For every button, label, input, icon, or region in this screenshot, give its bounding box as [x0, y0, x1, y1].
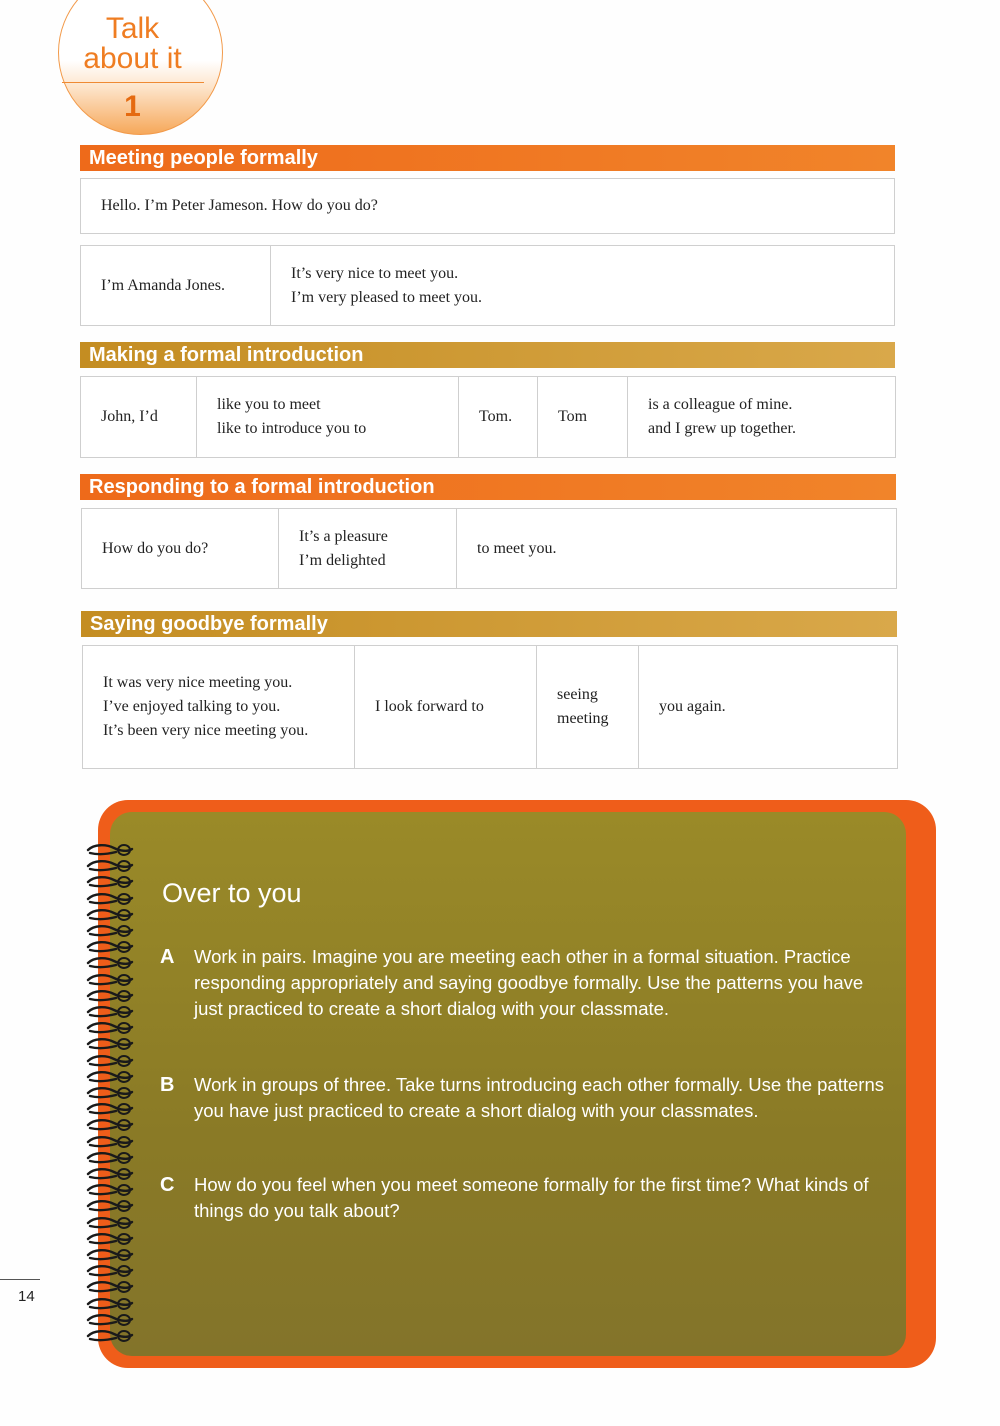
task-a	[160, 944, 880, 1054]
task-letter: B	[160, 1074, 175, 1096]
intro-col-speaker: John, I’d	[101, 408, 158, 425]
spiral-ring-icon	[84, 1182, 136, 1198]
respond-col-greeting: How do you do?	[102, 539, 209, 557]
spiral-ring-icon	[84, 1020, 136, 1036]
meeting-table-row2	[80, 245, 895, 326]
meeting-greeting: Hello. I’m Peter Jameson. How do you do?	[101, 197, 378, 214]
task-text: How do you feel when you meet someone formally for the first time? What kinds of things do you talk about?	[194, 1174, 869, 1221]
page-number: 14	[18, 1288, 35, 1305]
task-letter: C	[160, 1174, 175, 1196]
meeting-table-row1	[80, 178, 895, 234]
task-text: Work in pairs. Imagine you are meeting each other in a formal situation. Practice responding appropriately and saying goodbye formally. Use the patterns you have just practiced to create a short dialog with your classmate.	[194, 946, 864, 1019]
intro-col-relation	[627, 377, 895, 457]
task-c	[160, 1172, 880, 1228]
badge-divider	[62, 82, 204, 83]
badge-title-line2: about it	[83, 42, 182, 75]
goodbye-col-opener	[83, 646, 354, 768]
task-letter: A	[160, 946, 175, 968]
spiral-ring-icon	[84, 988, 136, 1004]
respond-col-ending: to meet you.	[456, 509, 896, 588]
spiral-ring-icon	[84, 1231, 136, 1247]
spiral-ring-icon	[84, 1036, 136, 1052]
spiral-ring-icon	[84, 1117, 136, 1133]
task-text: Work in groups of three. Take turns introducing each other formally. Use the patterns you have just practiced to create a short dialog with your classmates.	[194, 1074, 884, 1121]
spiral-ring-icon	[84, 1247, 136, 1263]
spiral-ring-icon	[84, 1296, 136, 1312]
spiral-ring-icon	[84, 1312, 136, 1328]
phrase-option: seeing	[557, 686, 598, 703]
spiral-ring-icon	[84, 939, 136, 955]
badge-title	[60, 14, 205, 74]
spiral-ring-icon	[84, 1053, 136, 1069]
section-header-goodbye: Saying goodbye formally	[81, 611, 897, 637]
spiral-ring-icon	[84, 1150, 136, 1166]
phrase-option: It’s been very nice meeting you.	[103, 722, 309, 739]
spiral-ring-icon	[84, 1198, 136, 1214]
spiral-ring-icon	[84, 1134, 136, 1150]
task-b	[160, 1072, 884, 1152]
spiral-ring-icon	[84, 1166, 136, 1182]
phrase-option: I’ve enjoyed talking to you.	[103, 698, 281, 715]
goodbye-table	[82, 645, 898, 769]
phrase-option: like you to meet	[217, 396, 321, 413]
phrase-option: and I grew up together.	[648, 420, 796, 437]
intro-col-name: Tom.	[458, 377, 537, 457]
spiral-ring-icon	[84, 907, 136, 923]
spiral-ring-icon	[84, 891, 136, 907]
phrase-option: I’m very pleased to meet you.	[291, 288, 483, 306]
section-header-meeting: Meeting people formally	[80, 145, 895, 171]
spiral-ring-icon	[84, 1069, 136, 1085]
meeting-response-phrases	[270, 246, 894, 325]
page-number-rule	[0, 1279, 40, 1280]
phrase-option: I’m delighted	[299, 551, 386, 569]
phrase-option: It was very nice meeting you.	[103, 674, 293, 691]
spiral-ring-icon	[84, 923, 136, 939]
section-header-responding: Responding to a formal introduction	[80, 474, 896, 500]
spiral-ring-icon	[84, 842, 136, 858]
spiral-ring-icon	[84, 858, 136, 874]
spiral-ring-icon	[84, 972, 136, 988]
introduction-table	[80, 376, 896, 458]
meeting-response-name: I’m Amanda Jones.	[101, 276, 225, 294]
spiral-ring-icon	[84, 1215, 136, 1231]
unit-number: 1	[124, 90, 141, 123]
phrase-option: like to introduce you to	[217, 420, 367, 437]
phrase-option: It’s very nice to meet you.	[291, 264, 459, 282]
goodbye-col-verb	[536, 646, 638, 768]
phrase-option: is a colleague of mine.	[648, 396, 793, 413]
spiral-ring-icon	[84, 1085, 136, 1101]
spiral-ring-icon	[84, 1279, 136, 1295]
spiral-ring-icon	[84, 1328, 136, 1344]
goodbye-col-lookforward: I look forward to	[354, 646, 536, 768]
goodbye-col-ending: you again.	[638, 646, 897, 768]
spiral-ring-icon	[84, 1004, 136, 1020]
responding-table	[81, 508, 897, 589]
badge-title-line1: Talk	[105, 12, 160, 45]
section-header-introduction: Making a formal introduction	[80, 342, 895, 368]
spiral-ring-icon	[84, 955, 136, 971]
spiral-ring-icon	[84, 874, 136, 890]
intro-col-subject: Tom	[537, 377, 627, 457]
spiral-ring-icon	[84, 1101, 136, 1117]
over-to-you-title: Over to you	[162, 878, 302, 908]
phrase-option: It’s a pleasure	[299, 527, 388, 545]
phrase-option: meeting	[557, 710, 609, 727]
spiral-ring-icon	[84, 1263, 136, 1279]
respond-col-feeling	[278, 509, 456, 588]
intro-col-verb	[196, 377, 458, 457]
